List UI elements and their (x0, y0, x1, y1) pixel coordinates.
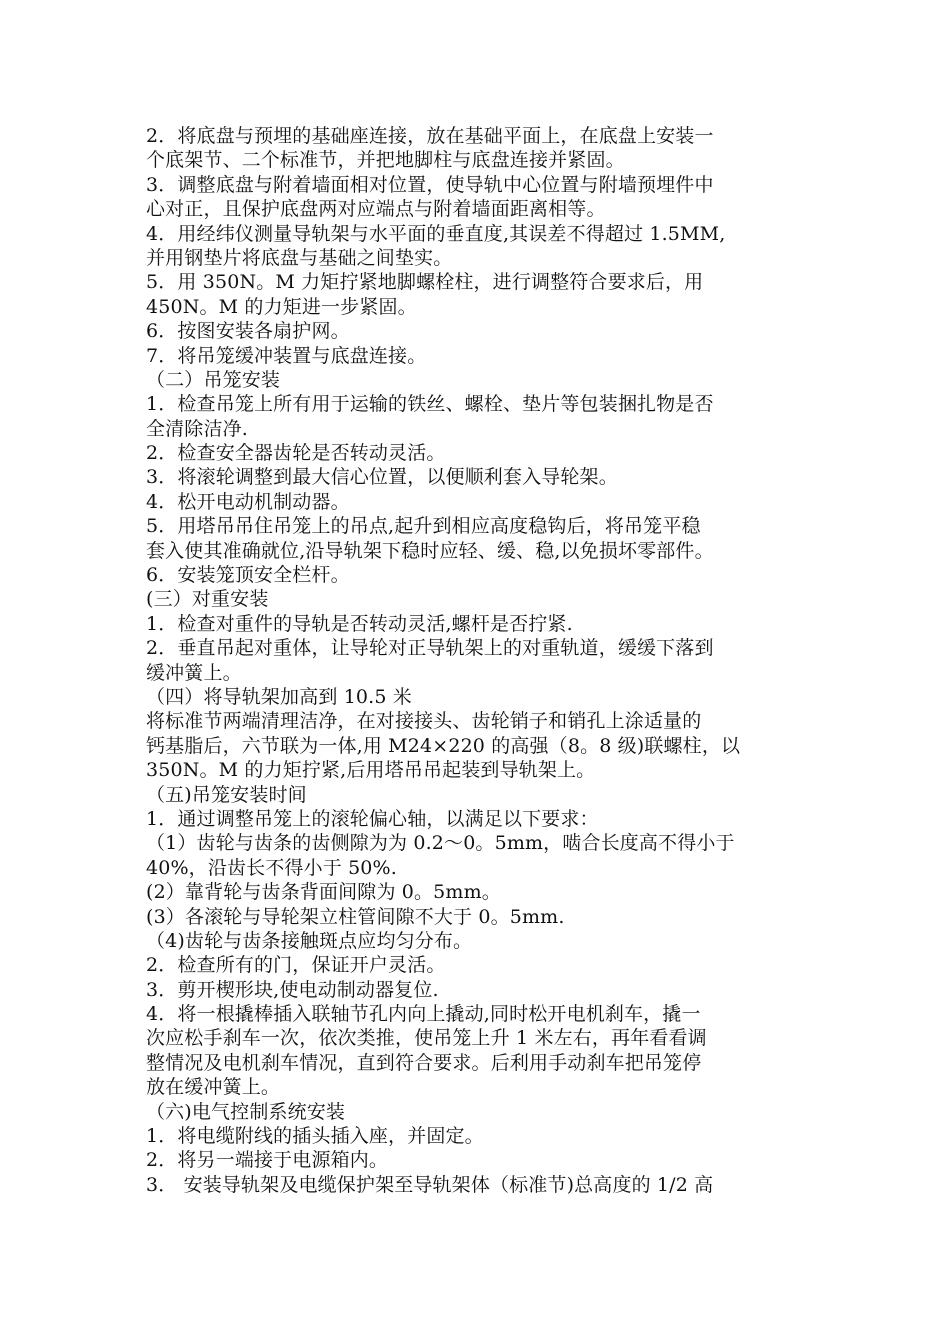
text-line: 3．将滚轮调整到最大信心位置，以便顺利套入导轮架。 (146, 466, 618, 489)
text-line: 将标准节两端清理洁净，在对接接头、齿轮销子和销孔上涂适量的 (146, 710, 702, 733)
text-line: 4．松开电动机制动器。 (146, 490, 350, 513)
text-line: 并用钢垫片将底盘与基础之间垫实。 (146, 246, 453, 269)
text-line: (3）各滚轮与导轮架立柱管间隙不大于 0。5mm. (146, 905, 565, 928)
section-heading: （五)吊笼安装时间 (146, 783, 307, 806)
text-line: （4)齿轮与齿条接触斑点应均匀分布。 (146, 929, 473, 952)
section-heading: （六)电气控制系统安装 (146, 1100, 346, 1123)
text-line: 放在缓冲簧上。 (146, 1076, 281, 1099)
section-heading: （四）将导轨架加高到 10.5 米 (146, 685, 412, 708)
text-line: 6．安装笼顶安全栏杆。 (146, 564, 350, 587)
text-line: 2．将另一端接于电源箱内。 (146, 1149, 389, 1172)
text-line: 1．通过调整吊笼上的滚轮偏心轴，以满足以下要求： (146, 807, 599, 830)
text-line: 1．将电缆附线的插头插入座，并固定。 (146, 1125, 484, 1148)
text-line: 缓冲簧上。 (146, 661, 242, 684)
text-line: 1．检查吊笼上所有用于运输的铁丝、螺栓、垫片等包装捆扎物是否 (146, 393, 714, 416)
text-line: 2．检查所有的门，保证开户灵活。 (146, 954, 446, 977)
text-line: 2．检查安全器齿轮是否转动灵活。 (146, 442, 446, 465)
text-line: 心对正，且保护底盘两对应端点与附着墙面距离相等。 (146, 198, 606, 221)
section-heading: (三）对重安装 (146, 588, 269, 611)
text-line: （1）齿轮与齿条的齿侧隙为为 0.2～0。5mm，啮合长度高不得小于 (146, 832, 735, 855)
text-line: 450N。M 的力矩进一步紧固。 (146, 295, 417, 318)
text-line: 4．将一根撬棒插入联轴节孔内向上撬动,同时松开电机刹车，撬一 (146, 1003, 701, 1026)
text-line: 套入使其准确就位,沿导轨架下稳时应轻、缓、稳,以免损坏零部件。 (146, 539, 714, 562)
text-line: 1．检查对重件的导轨是否转动灵活,螺杆是否拧紧. (146, 612, 573, 635)
text-line: (2）靠背轮与齿条背面间隙为 0。5mm。 (146, 881, 501, 904)
text-line: 5．用塔吊吊住吊笼上的吊点,起升到相应高度稳钩后，将吊笼平稳 (146, 515, 701, 538)
text-line: 次应松手刹车一次，依次类推，使吊笼上升 1 米左右，再年看看调 (146, 1027, 707, 1050)
section-heading: （二）吊笼安装 (146, 368, 281, 391)
text-line: 钙基脂后，六节联为一体,用 M24×220 的高强（8。8 级)联螺柱，以 (146, 734, 741, 757)
text-line: 4．用经纬仪测量导轨架与水平面的垂直度,其误差不得超过 1.5MM, (146, 222, 726, 245)
text-line: 全清除洁净. (146, 417, 248, 440)
text-line: 2．垂直吊起对重体，让导轮对正导轨架上的对重轨道，缓缓下落到 (146, 637, 714, 660)
text-line: 40%，沿齿长不得小于 50%. (146, 856, 397, 879)
text-line: 5．用 350N。M 力矩拧紧地脚螺栓柱，进行调整符合要求后，用 (146, 271, 704, 294)
text-line: 2．将底盘与预埋的基础座连接，放在基础平面上，在底盘上安装一 (146, 125, 714, 147)
text-line: 6．按图安装各扇护网。 (146, 320, 350, 343)
text-line: 3．调整底盘与附着墙面相对位置，使导轨中心位置与附墙预埋件中 (146, 173, 714, 196)
text-line: 个底架节、二个标准节，并把地脚柱与底盘连接并紧固。 (146, 149, 625, 172)
text-line: 3．剪开楔形块,使电动制动器复位. (146, 978, 439, 1001)
document-body (146, 124, 810, 1197)
text-line: 整情况及电机刹车情况，直到符合要求。后利用手动刹车把吊笼停 (146, 1051, 702, 1074)
text-line: 7．将吊笼缓冲装置与底盘连接。 (146, 344, 427, 367)
text-line: 350N。M 的力矩拧紧,后用塔吊吊起装到导轨架上。 (146, 759, 596, 782)
text-line: 3． 安装导轨架及电缆保护架至导轨架体（标准节)总高度的 1/2 高 (146, 1173, 714, 1196)
